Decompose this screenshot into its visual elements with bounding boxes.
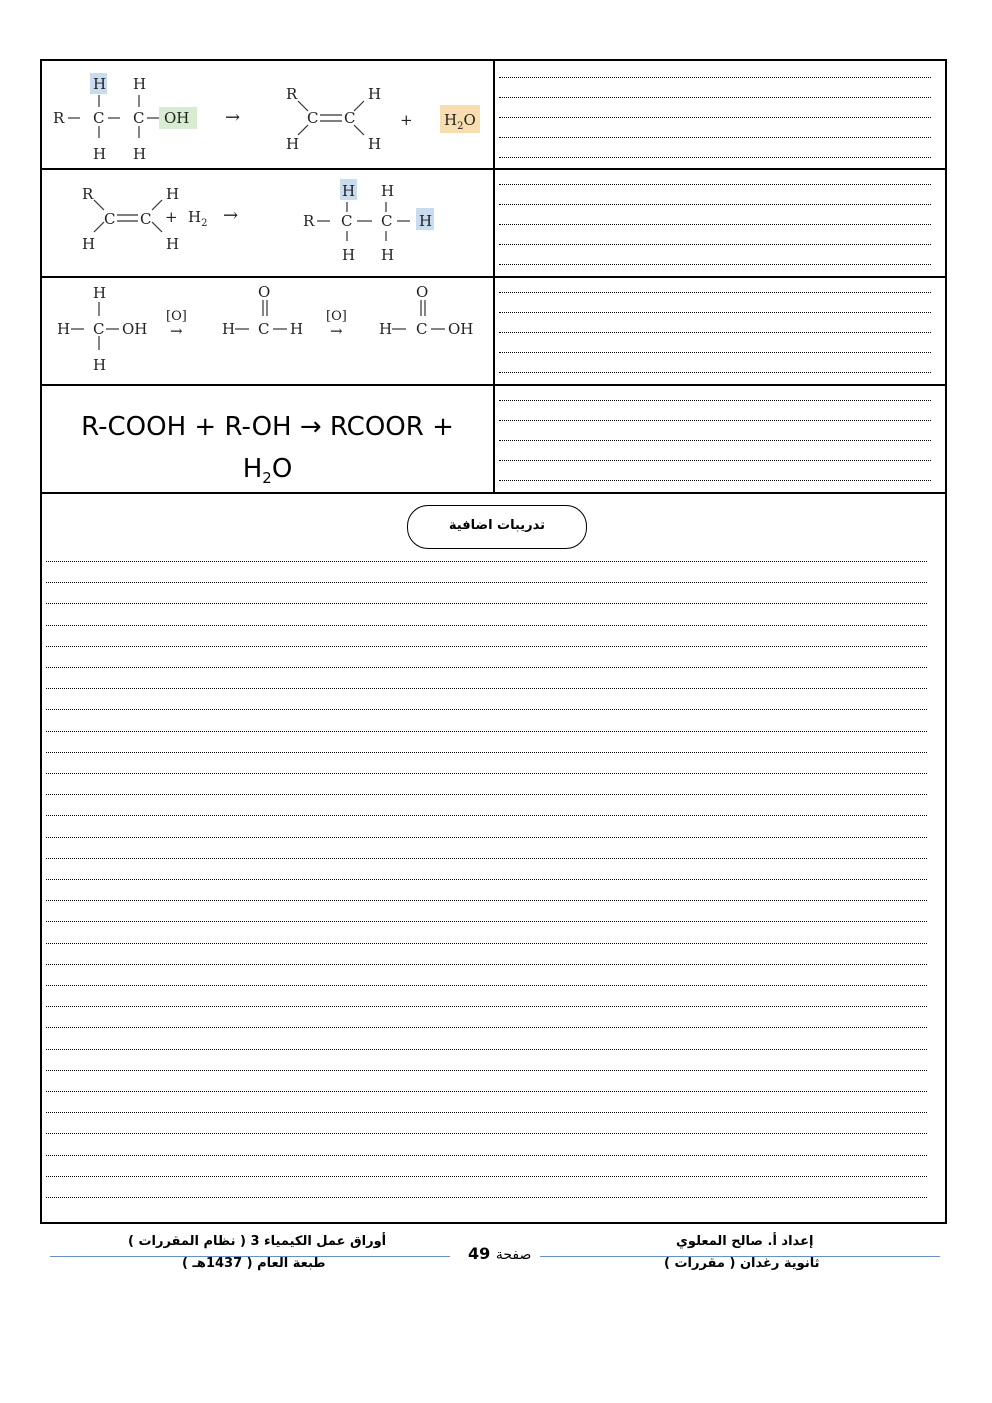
dehydration-reaction xyxy=(42,61,493,168)
answer-line[interactable] xyxy=(46,1027,927,1028)
page-label: صفحة xyxy=(495,1247,532,1263)
reaction-cell xyxy=(42,170,495,276)
answer-line[interactable] xyxy=(46,582,927,583)
atom-h: H xyxy=(166,235,180,253)
answer-line[interactable] xyxy=(46,1176,927,1177)
atom-c: C xyxy=(104,210,116,228)
reaction-row-2 xyxy=(42,170,945,278)
answer-line[interactable] xyxy=(499,264,931,265)
hydrogen-formula: $H_2$ xyxy=(188,208,208,229)
footer-author: إعداد أ. صالح المعلوي xyxy=(676,1234,814,1249)
hydrogenation-reaction xyxy=(42,170,493,276)
answer-line[interactable] xyxy=(499,157,931,158)
answer-line[interactable] xyxy=(46,858,927,859)
atom-h: H xyxy=(166,185,180,203)
atom-h: H xyxy=(82,235,96,253)
reaction-cell xyxy=(42,278,495,384)
atom-h: H xyxy=(419,212,433,230)
answer-line[interactable] xyxy=(499,420,931,421)
worksheet-frame xyxy=(40,59,947,1224)
reaction-row-4 xyxy=(42,386,945,494)
footer-school: ثانوية رغدان ( مقررات ) xyxy=(664,1256,820,1271)
answer-line[interactable] xyxy=(499,312,931,313)
atom-r: R xyxy=(303,212,315,230)
atom-r: R xyxy=(286,85,298,103)
reaction-cell xyxy=(42,61,495,168)
reaction-row-1 xyxy=(42,61,945,170)
answer-line[interactable] xyxy=(46,1112,927,1113)
atom-h: H xyxy=(93,284,107,302)
atom-h: H xyxy=(342,182,356,200)
atom-h: H xyxy=(381,246,395,264)
page-footer xyxy=(0,1230,992,1290)
atom-r: R xyxy=(53,109,65,127)
answer-line[interactable] xyxy=(46,773,927,774)
footer-page xyxy=(468,1244,531,1263)
plus-sign: + xyxy=(400,111,413,129)
reaction-row-3 xyxy=(42,278,945,386)
atom-r: R xyxy=(82,185,94,203)
atom-h: H xyxy=(222,320,236,338)
atom-o: O xyxy=(416,283,429,301)
esterification-equation xyxy=(42,406,493,492)
atom-c: C xyxy=(133,109,145,127)
answer-lines[interactable] xyxy=(495,61,945,168)
oxidation-reaction xyxy=(42,278,493,384)
atom-c: C xyxy=(341,212,353,230)
answer-lines[interactable] xyxy=(495,386,945,492)
answer-line[interactable] xyxy=(46,943,927,944)
group-oh: OH xyxy=(164,109,190,127)
answer-line[interactable] xyxy=(46,1197,927,1198)
atom-h: H xyxy=(368,135,382,153)
atom-h: H xyxy=(379,320,393,338)
answer-line[interactable] xyxy=(499,332,931,333)
answer-line[interactable] xyxy=(499,292,931,293)
answer-line[interactable] xyxy=(46,794,927,795)
atom-h: H xyxy=(133,145,147,163)
atom-c: C xyxy=(416,320,428,338)
answer-line[interactable] xyxy=(499,137,931,138)
answer-line[interactable] xyxy=(46,625,927,626)
answer-line[interactable] xyxy=(46,1006,927,1007)
atom-h: H xyxy=(93,145,107,163)
group-oh: OH xyxy=(448,320,474,338)
answer-line[interactable] xyxy=(46,879,927,880)
atom-h: H xyxy=(368,85,382,103)
atom-c: C xyxy=(140,210,152,228)
atom-c: C xyxy=(258,320,270,338)
answer-lines[interactable] xyxy=(495,170,945,276)
answer-lines[interactable] xyxy=(495,278,945,384)
answer-line[interactable] xyxy=(499,204,931,205)
atom-h: H xyxy=(342,246,356,264)
answer-line[interactable] xyxy=(46,837,927,838)
answer-line[interactable] xyxy=(499,440,931,441)
answer-line[interactable] xyxy=(46,921,927,922)
answer-line[interactable] xyxy=(46,667,927,668)
oxidant-label: [O] xyxy=(326,309,347,324)
atom-c: C xyxy=(381,212,393,230)
answer-line[interactable] xyxy=(46,731,927,732)
reaction-arrow: → xyxy=(223,205,239,226)
footer-course-title: أوراق عمل الكيمياء 3 ( نظام المقررات ) xyxy=(128,1234,387,1249)
reaction-arrow: → xyxy=(170,322,183,340)
group-oh: OH xyxy=(122,320,148,338)
atom-c: C xyxy=(93,109,105,127)
answer-line[interactable] xyxy=(499,77,931,78)
water-formula: $H_2O$ xyxy=(444,111,476,132)
answer-line[interactable] xyxy=(46,900,927,901)
atom-h: H xyxy=(57,320,71,338)
answer-line[interactable] xyxy=(46,1133,927,1134)
atom-c: C xyxy=(344,109,356,127)
atom-c: C xyxy=(93,320,105,338)
answer-line[interactable] xyxy=(46,603,927,604)
atom-h: H xyxy=(381,182,395,200)
answer-line[interactable] xyxy=(46,1091,927,1092)
atom-h: H xyxy=(290,320,304,338)
atom-h: H xyxy=(93,75,107,93)
answer-line[interactable] xyxy=(46,1049,927,1050)
footer-edition: طبعة العام ( 1437هـ ) xyxy=(182,1256,326,1271)
answer-line[interactable] xyxy=(46,709,927,710)
answer-line[interactable] xyxy=(499,224,931,225)
atom-c: C xyxy=(307,109,319,127)
extra-exercises-title: تدريبات اضافية xyxy=(407,505,587,549)
answer-line[interactable] xyxy=(499,184,931,185)
answer-line[interactable] xyxy=(499,97,931,98)
answer-line[interactable] xyxy=(46,646,927,647)
atom-h: H xyxy=(133,75,147,93)
answer-line[interactable] xyxy=(46,815,927,816)
answer-line[interactable] xyxy=(499,117,931,118)
answer-line[interactable] xyxy=(499,480,931,481)
answer-line[interactable] xyxy=(46,1070,927,1071)
answer-line[interactable] xyxy=(46,964,927,965)
answer-line[interactable] xyxy=(46,688,927,689)
atom-h: H xyxy=(286,135,300,153)
answer-line[interactable] xyxy=(499,460,931,461)
answer-line[interactable] xyxy=(46,1155,927,1156)
answer-line[interactable] xyxy=(499,352,931,353)
atom-o: O xyxy=(258,283,271,301)
answer-line[interactable] xyxy=(46,985,927,986)
answer-line[interactable] xyxy=(499,400,931,401)
water-formula: $H_2O$ xyxy=(242,454,293,488)
oxidant-label: [O] xyxy=(166,309,187,324)
answer-line[interactable] xyxy=(499,372,931,373)
answer-line[interactable] xyxy=(46,752,927,753)
page-number: 49 xyxy=(468,1244,491,1263)
reaction-arrow: → xyxy=(225,107,241,128)
reaction-cell xyxy=(42,386,495,492)
atom-h: H xyxy=(93,356,107,374)
answer-line[interactable] xyxy=(499,244,931,245)
equation-lhs: R-COOH + R-OH → RCOOR + xyxy=(81,412,454,442)
reaction-arrow: → xyxy=(330,322,343,340)
plus-sign: + xyxy=(165,208,178,226)
answer-line[interactable] xyxy=(46,561,927,562)
